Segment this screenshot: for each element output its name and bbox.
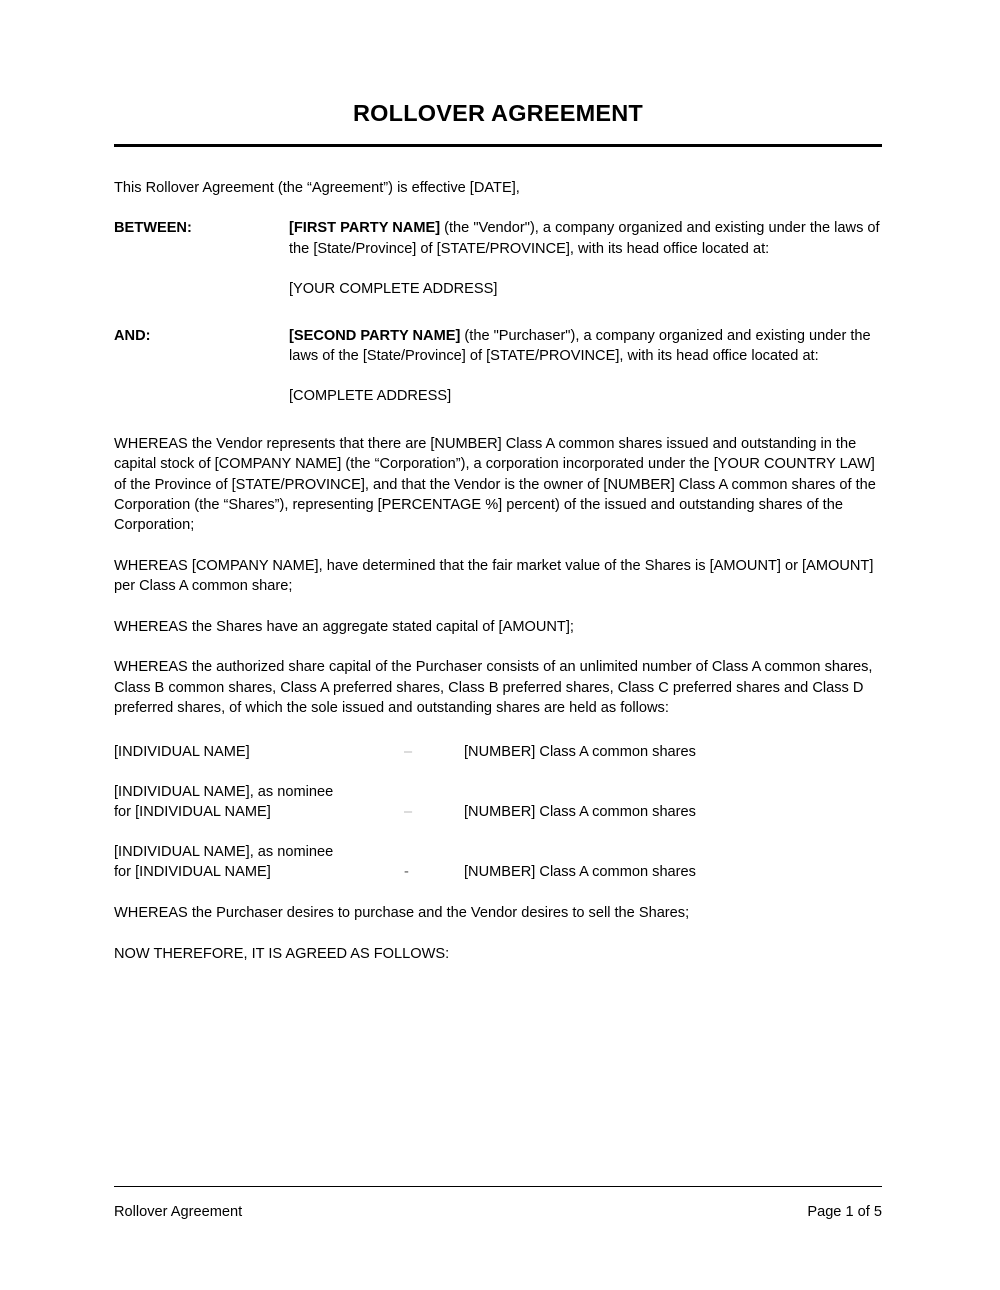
- party-details-vendor: [289, 218, 882, 299]
- separator-cell: –: [404, 804, 413, 821]
- table-row: [114, 742, 882, 781]
- table-row: [114, 842, 882, 883]
- footer-page-number: Page 1 of 5: [807, 1204, 882, 1220]
- table-row: [114, 782, 882, 842]
- title-divider: [114, 144, 882, 147]
- separator-cell: -: [404, 863, 409, 880]
- recital-paragraph: WHEREAS [COMPANY NAME], have determined that the fair market value of the Shares is [AMOUNT] or [AMOUNT] per Class A common share;: [114, 557, 874, 595]
- closing-paragraph: WHEREAS the Purchaser desires to purchase and the Vendor desires to sell the Shares;: [114, 905, 690, 922]
- shareholder-name-line1: [INDIVIDUAL NAME]: [114, 744, 250, 761]
- party-block-between: [114, 218, 882, 299]
- party-label-between: BETWEEN:: [114, 220, 192, 237]
- shareholder-name-line2: for [INDIVIDUAL NAME]: [114, 804, 271, 821]
- effective-date-line: This Rollover Agreement (the “Agreement”) is effective [DATE],: [114, 180, 520, 196]
- footer-document-name: Rollover Agreement: [114, 1204, 243, 1220]
- first-party-name: [FIRST PARTY NAME]: [289, 220, 441, 237]
- second-party-description: (the "Purchaser"), a company organized and existing under the laws of the [State/Province] of [STATE/PROVINCE], with its head office located at:: [289, 327, 871, 365]
- shareholder-name-cell: [114, 742, 404, 781]
- recital-paragraph: WHEREAS the Vendor represents that there are [NUMBER] Class A common shares issued and outstanding in the capital stock of [COMPANY NAME] (the “Corporation”), a corporation incorporated under the [YOUR COUNTRY LAW] of the Province of [STATE/PROVINCE], and that the Vendor is the owner of [NUMBER] Class A common shares of the Corporation (the “Shares”), representing [PERCENTAGE %] percent) of the issued and outstanding shares of the Corporation;: [114, 435, 876, 534]
- share-count-cell: [NUMBER] Class A common shares: [464, 744, 696, 761]
- second-party-name: [SECOND PARTY NAME]: [289, 327, 461, 344]
- shareholder-name-line1: [INDIVIDUAL NAME], as nominee: [114, 783, 334, 800]
- document-body: [114, 100, 882, 984]
- recital-paragraph: WHEREAS the Shares have an aggregate stated capital of [AMOUNT];: [114, 618, 574, 635]
- share-count-cell: [NUMBER] Class A common shares: [464, 804, 696, 821]
- shareholder-table: [114, 742, 882, 882]
- page-footer: [114, 1186, 882, 1220]
- shareholder-name-cell: [114, 782, 404, 842]
- shareholder-name-line2: for [INDIVIDUAL NAME]: [114, 863, 271, 880]
- shareholder-name-line1: [INDIVIDUAL NAME], as nominee: [114, 843, 334, 860]
- second-party-address: [COMPLETE ADDRESS]: [289, 388, 452, 405]
- first-party-address: [YOUR COMPLETE ADDRESS]: [289, 281, 498, 298]
- agreement-lead-in: NOW THEREFORE, IT IS AGREED AS FOLLOWS:: [114, 945, 450, 962]
- page-title: ROLLOVER AGREEMENT: [353, 100, 643, 126]
- first-party-description: (the "Vendor"), a company organized and existing under the laws of the [State/Province] of [STATE/PROVINCE], with its head office located at:: [289, 220, 880, 257]
- recitals-section: [114, 434, 882, 718]
- shareholder-name-cell: [114, 842, 404, 883]
- party-details-purchaser: [289, 326, 882, 407]
- party-block-and: [114, 326, 882, 407]
- recital-paragraph: WHEREAS the authorized share capital of the Purchaser consists of an unlimited number of Class A common shares, Class B common shares, Class A preferred shares, Class B preferred shares, Class C preferred shares and Class D preferred shares, of which the sole issued and outstanding shares are held as follows:: [114, 659, 873, 716]
- party-label-and: AND:: [114, 327, 151, 344]
- share-count-cell: [NUMBER] Class A common shares: [464, 863, 696, 880]
- separator-cell: –: [404, 744, 413, 761]
